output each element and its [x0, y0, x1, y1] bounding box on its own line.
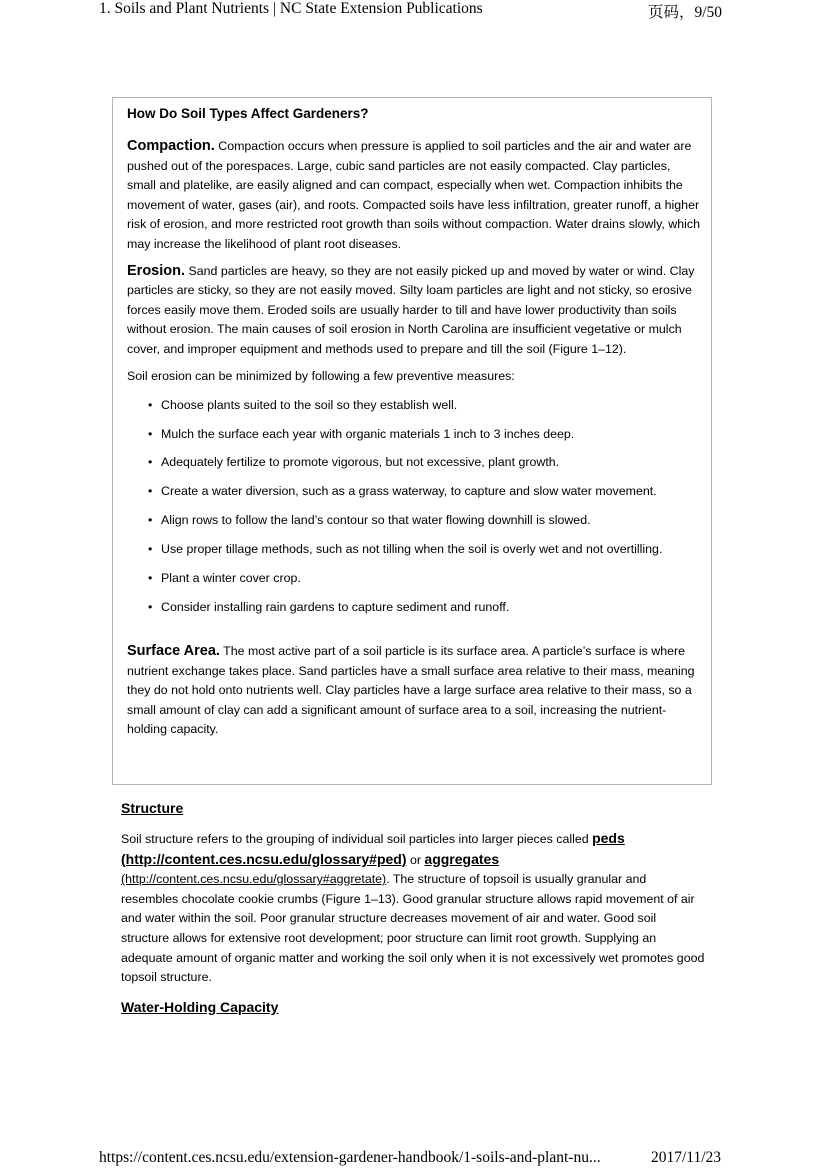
erosion-paragraph [127, 262, 702, 360]
structure-text-after: . The structure of topsoil is usually granular and resembles chocolate cookie crumbs (Figure 1–13). Good granular structure allows rapid movement of air and water within the soil. Poor granular structure decreases movement of air and water. Good soil structure allows for extensive root development; poor structure can limit root growth. Supplying an adequate amount of organic matter and working the soil only when it is not excessively wet promotes good topsoil structure. [121, 872, 705, 985]
list-item: • Create a water diversion, such as a grass waterway, to capture and slow water movement. [148, 482, 702, 502]
footer-date: 2017/11/23 [651, 1149, 722, 1166]
aggregates-link[interactable]: aggregates [424, 850, 500, 867]
header-page-number: 页码，9/50 [648, 4, 723, 21]
compaction-paragraph [127, 137, 702, 255]
aggregates-url-link[interactable]: (http://content.ces.ncsu.edu/glossary#aggretate) [121, 872, 387, 887]
list-item: • Mulch the surface each year with organic materials 1 inch to 3 inches deep. [148, 425, 702, 445]
box-title: How Do Soil Types Affect Gardeners? [127, 106, 369, 121]
list-item: • Align rows to follow the land’s contour so that water flowing downhill is slowed. [148, 511, 702, 531]
erosion-lead: Erosion. [127, 262, 186, 279]
structure-text-before: Soil structure refers to the grouping of individual soil particles into larger pieces called [121, 832, 593, 846]
compaction-text: Compaction occurs when pressure is applied to soil particles and the air and water are pushed out of the porespaces. Large, cubic sand particles are not easily compacted. Clay particles, small and platelike, are easily aligned and can compact, especially when wet. Compaction inhibits the movement of water, gases (air), and roots. Compacted soils have less infiltration, greater runoff, a higher risk of erosion, and more restricted root growth than soils without compaction. Water drains slowly, which may increase the likelihood of plant root diseases. [127, 139, 700, 251]
list-item: • Use proper tillage methods, such as not tilling when the soil is overly wet and not overtilling. [148, 540, 702, 560]
peds-link[interactable]: peds (http://content.ces.ncsu.edu/glossary#ped) [121, 830, 625, 867]
surface-area-lead: Surface Area. [127, 643, 220, 659]
erosion-intro: Soil erosion can be minimized by following a few preventive measures: [127, 368, 515, 383]
soil-types-sidebar-box [112, 97, 712, 785]
header-title: 1. Soils and Plant Nutrients | NC State Extension Publications [99, 0, 483, 17]
footer-url: https://content.ces.ncsu.edu/extension-gardener-handbook/1-soils-and-plant-nu... [99, 1149, 601, 1166]
list-item: • Choose plants suited to the soil so they establish well. [148, 396, 702, 416]
page-header [0, 0, 827, 22]
surface-area-text: The most active part of a soil particle is its surface area. A particle’s surface is where nutrient exchange takes place. Sand particles have a small surface area relative to their mass, meaning they do not hold onto nutrients well. Clay particles have a large surface area relative to their mass, so a small amount of clay can add a significant amount of surface area to a soil, increasing the nutrient-holding capacity. [127, 644, 695, 737]
compaction-lead: Compaction. [127, 138, 215, 154]
list-item: • Consider installing rain gardens to capture sediment and runoff. [148, 598, 702, 618]
structure-heading: Structure [121, 800, 184, 816]
erosion-text: Sand particles are heavy, so they are not easily picked up and moved by water or wind. Clay particles are sticky, so they are not easily moved. Silty loam particles are light and not sticky, so erosive forces easily move them. Eroded soils are usually harder to till and have lower productivity than soils without erosion. The main causes of soil erosion in North Carolina are insufficient vegetative or mulch cover, and improper equipment and methods used to prepare and till the soil (Figure 1–12). [127, 263, 695, 356]
list-item: • Adequately fertilize to promote vigorous, but not excessive, plant growth. [148, 453, 702, 473]
structure-text-or: or [406, 852, 425, 867]
page-footer [0, 1149, 827, 1169]
erosion-measures-list [127, 396, 702, 618]
surface-area-paragraph [127, 642, 702, 740]
water-holding-heading: Water-Holding Capacity [121, 998, 279, 1015]
main-content [121, 799, 706, 1016]
structure-paragraph [121, 829, 706, 988]
list-item: • Plant a winter cover crop. [148, 569, 702, 589]
